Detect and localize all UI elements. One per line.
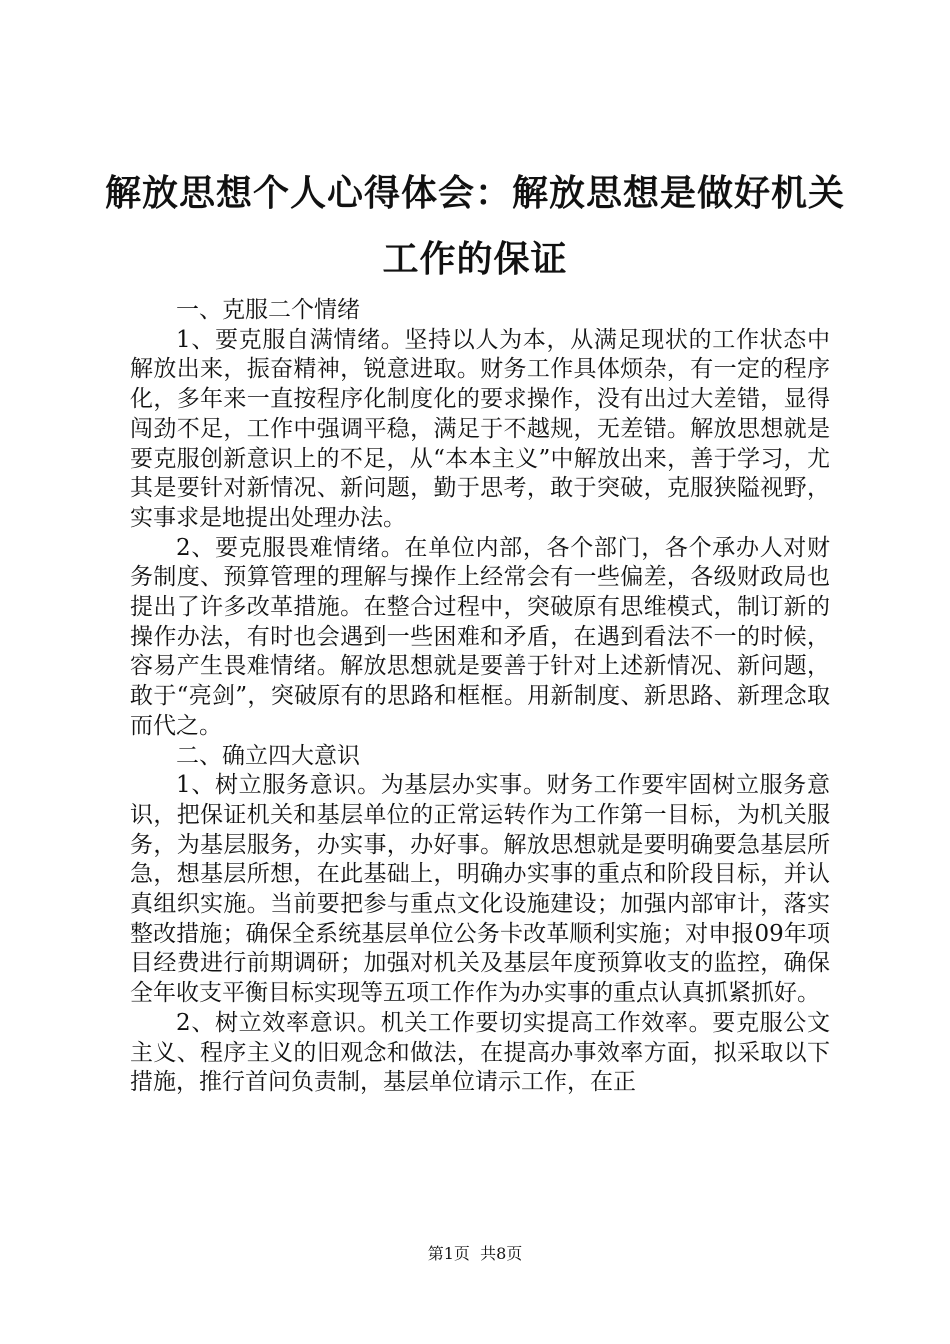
page-footer: 第1页 共8页 xyxy=(427,1244,523,1263)
section-heading-1: 一、克服二个情绪 xyxy=(176,297,360,323)
paragraph-2: 2、要克服畏难情绪。在单位内部，各个部门，各个承办人对财务制度、预算管理的理解与操作上经常会有一些偏差，各级财政局也提出了许多改革措施。在整合过程中，突破原有思维模式，制订新的操作办法，有时也会遇到一些困难和矛盾，在遇到看法不一的时候，容易产生畏难情绪。解放思想就是要善于针对上述新情况、新问题，敢于“亮剑”，突破原有的思路和框框。用新制度、新思路、新理念取而代之。 xyxy=(130,534,830,739)
paragraph-1: 1、要克服自满情绪。坚持以人为本，从满足现状的工作状态中解放出来，振奋精神，锐意进取。财务工作具体烦杂，有一定的程序化，多年来一直按程序化制度化的要求操作，没有出过大差错，显得闯劲不足，工作中强调平稳，满足于不越规，无差错。解放思想就是要克服创新意识上的不足，从“本本主义”中解放出来，善于学习，尤其是要针对新情况、新问题，勤于思考，敢于突破，克服狭隘视野，实事求是地提出处理办法。 xyxy=(130,326,830,531)
paragraph-3: 1、树立服务意识。为基层办实事。财务工作要牢固树立服务意识，把保证机关和基层单位的正常运转作为工作第一目标，为机关服务，为基层服务，办实事，办好事。解放思想就是要明确要急基层所急，想基层所想，在此基础上，明确办实事的重点和阶段目标，并认真组织实施。当前要把参与重点文化设施建设；加强内部审计，落实整改措施；确保全系统基层单位公务卡改革顺利实施；对申报09年项目经费进行前期调研；加强对机关及基层年度预算收支的监控，确保全年收支平衡目标实现等五项工作作为办实事的重点认真抓紧抓好。 xyxy=(130,772,830,1007)
section-heading-2: 二、确立四大意识 xyxy=(176,742,360,769)
paragraph-4: 2、树立效率意识。机关工作要切实提高工作效率。要克服公文主义、程序主义的旧观念和做法，在提高办事效率方面，拟采取以下措施，推行首问负责制，基层单位请示工作，在正 xyxy=(130,1009,830,1096)
document-title: 解放思想个人心得体会：解放思想是做好机关工作的保证 xyxy=(104,172,845,280)
document-body xyxy=(130,296,830,1098)
